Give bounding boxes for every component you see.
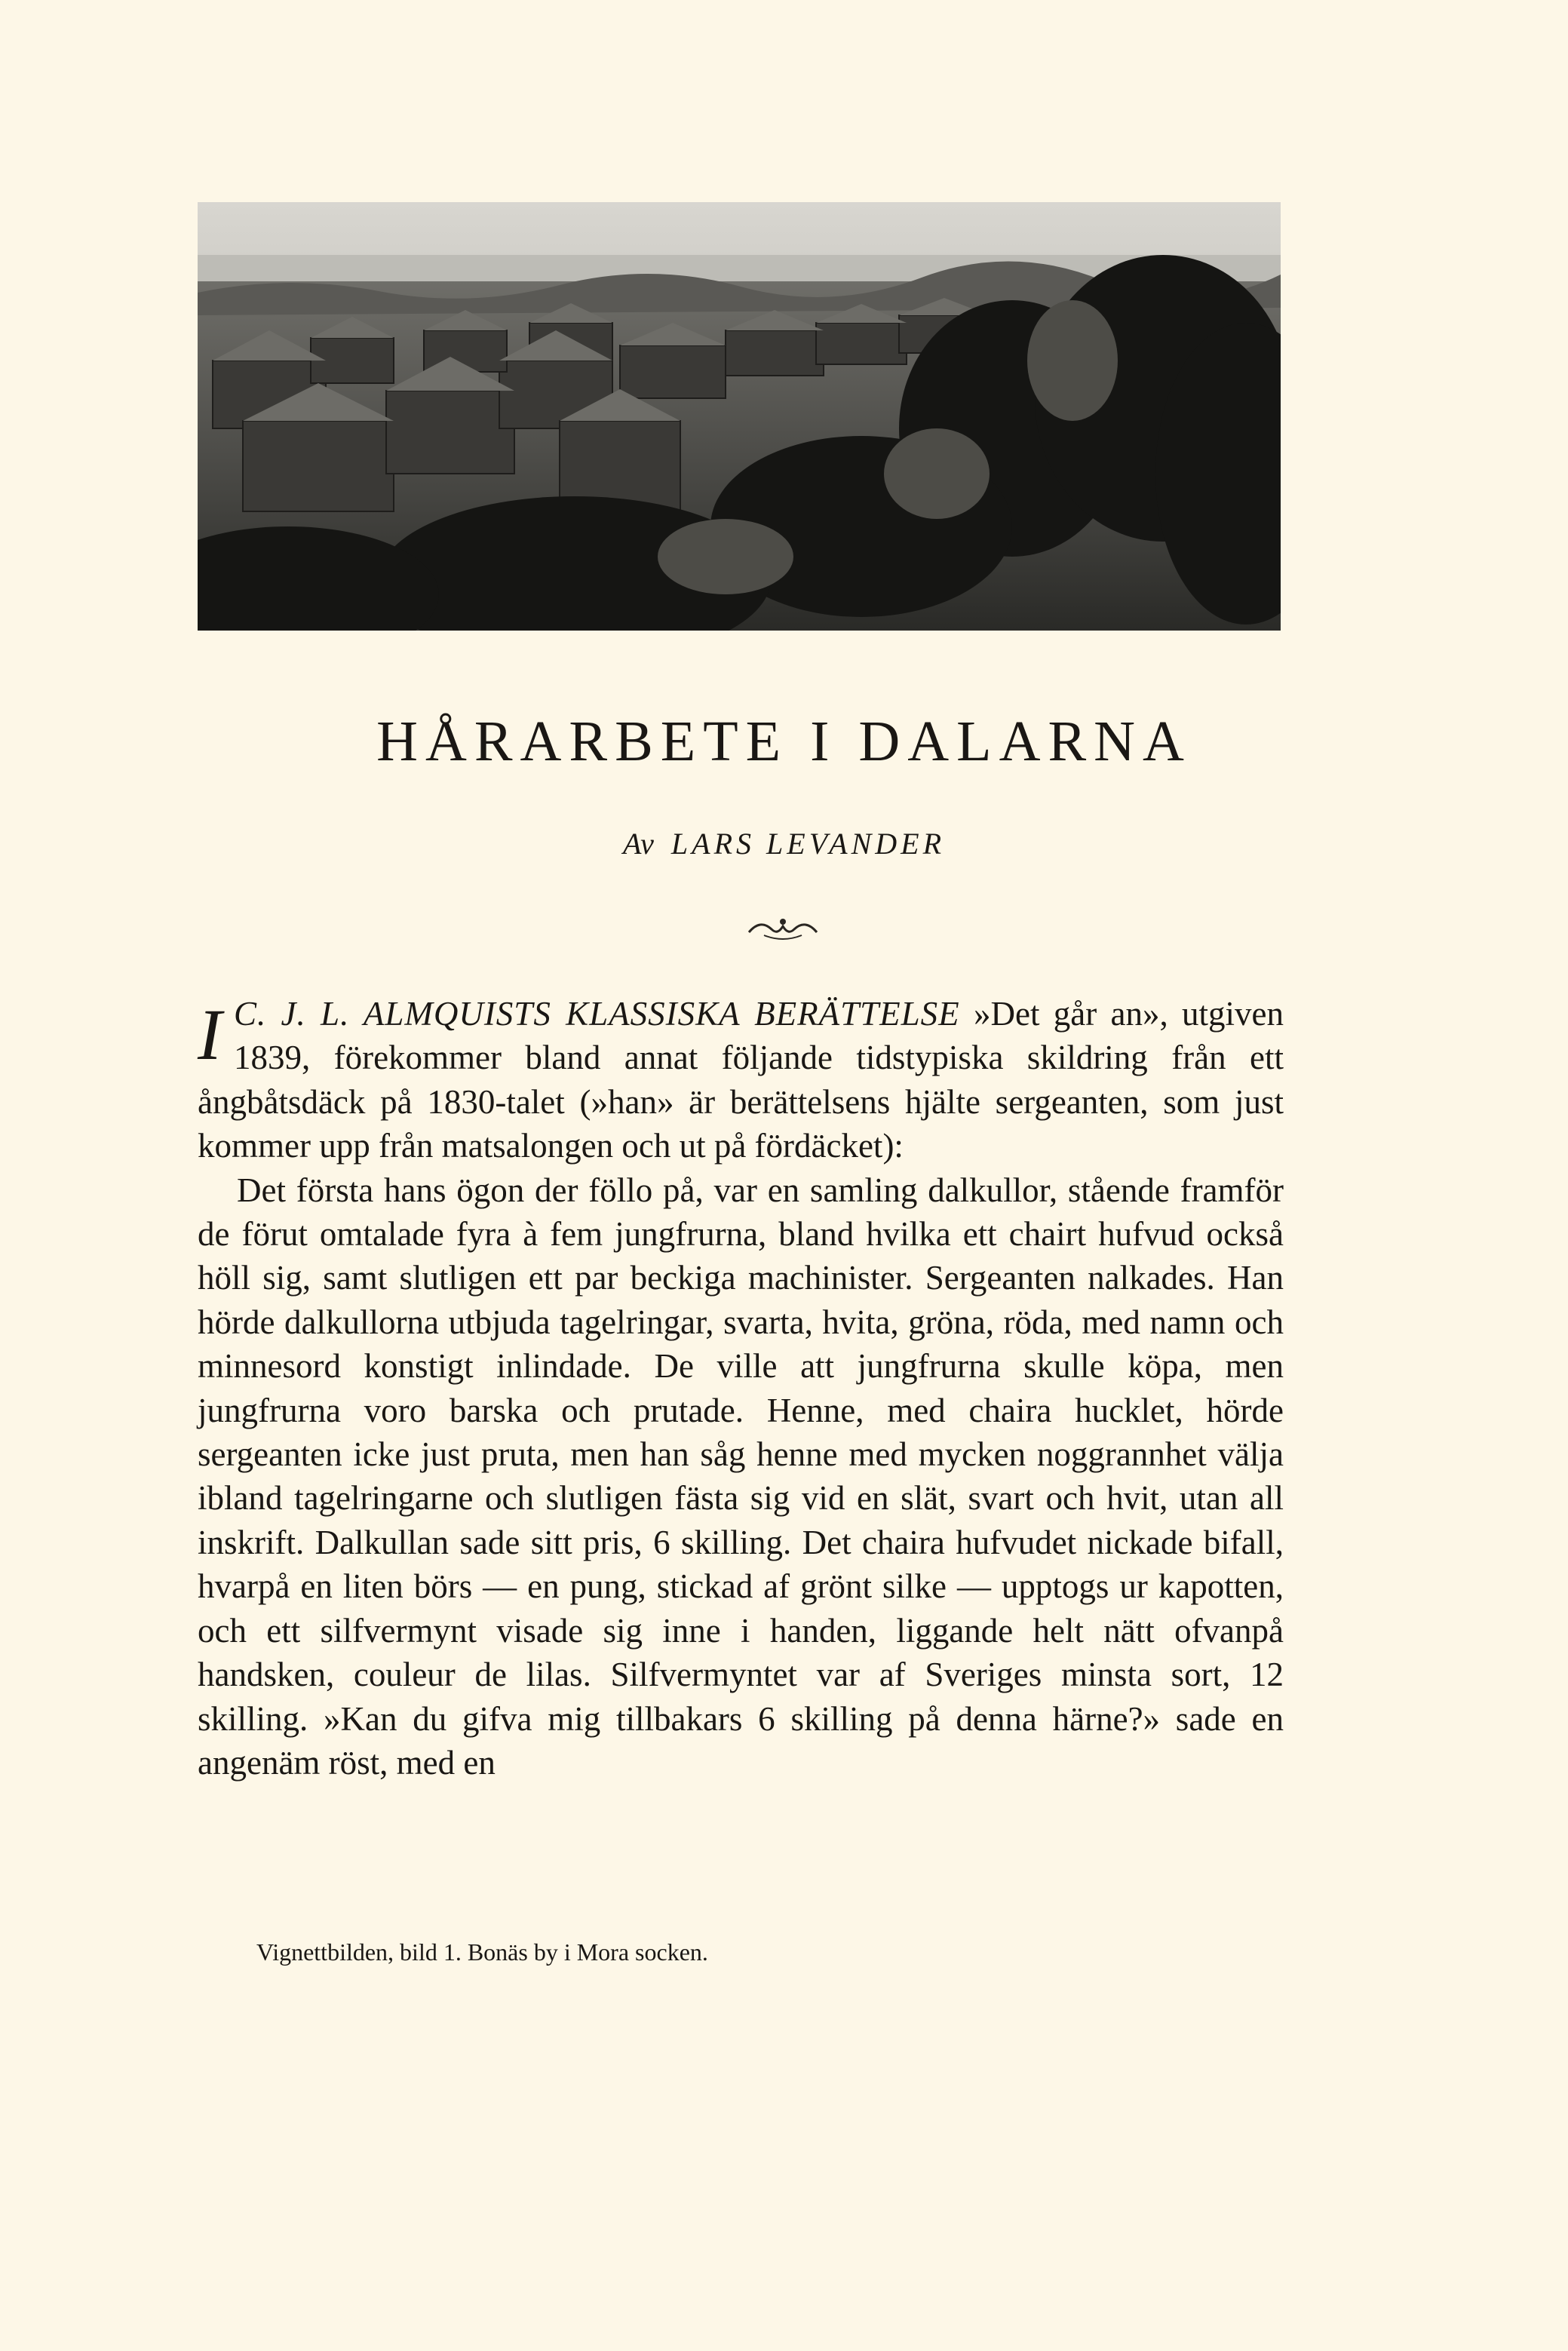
paragraph-2: Det första hans ögon der föllo på, var en samling dalkullor, stående framför de förut omtalade fyra à fem jungfrurna, bland hvilka ett chairt hufvud också höll sig, samt slutligen ett par beckiga machinister. Sergeanten nalkades. Han hörde dalkullorna utbjuda tagelringar, svarta, hvita, gröna, röda, med namn och minnesord konstigt inlindade. De ville att jungfrurna skulle köpa, men jungfrurna voro barska och prutade. Henne, med chaira hucklet, hörde sergeanten icke just pruta, men han såg henne med mycken noggrannhet välja ibland tagelringarne och slutligen fästa sig vid en slät, svart och hvit, utan all inskrift. Dalkullan sade sitt pris, 6 skilling. Det chaira hufvudet nickade bifall, hvarpå en liten börs — en pung, stickad af grönt silke — upptogs ur kapotten, och ett silfvermynt visade sig inne i handen, liggande helt nätt ofvanpå handsken, couleur de lilas. Silfvermyntet var af Sveriges minsta sort, 12 skilling. »Kan du gifva mig tillbakars 6 skilling på denna härne?» sade en angenäm röst, med en (198, 1171, 1284, 1782)
author-name: LARS LEVANDER (670, 827, 946, 861)
vignette-photo (198, 202, 1281, 631)
article-title: HÅRARBETE I DALARNA (376, 710, 1192, 773)
lead-in: C. J. L. ALMQUISTS KLASSISKA BERÄTTELSE (233, 995, 960, 1033)
village-landscape-image (198, 202, 1281, 631)
drop-cap: I (198, 994, 222, 1075)
article-body (198, 992, 1284, 1785)
byline-prefix: Av (622, 827, 655, 861)
paragraph-1 (198, 992, 1284, 1168)
footnote-caption: Vignettbilden, bild 1. Bonäs by i Mora socken. (256, 1938, 708, 1966)
ornament-icon (741, 913, 824, 943)
byline (0, 826, 1568, 861)
paragraph-1-text: »Det går an», utgiven 1839, förekommer bland annat följande tidstypiska skildring från ett ångbåtsdäck på 1830-talet (»han» är berättelsens hjälte sergeanten, som just kommer upp från matsalongen och ut på fördäcket): (198, 995, 1284, 1165)
